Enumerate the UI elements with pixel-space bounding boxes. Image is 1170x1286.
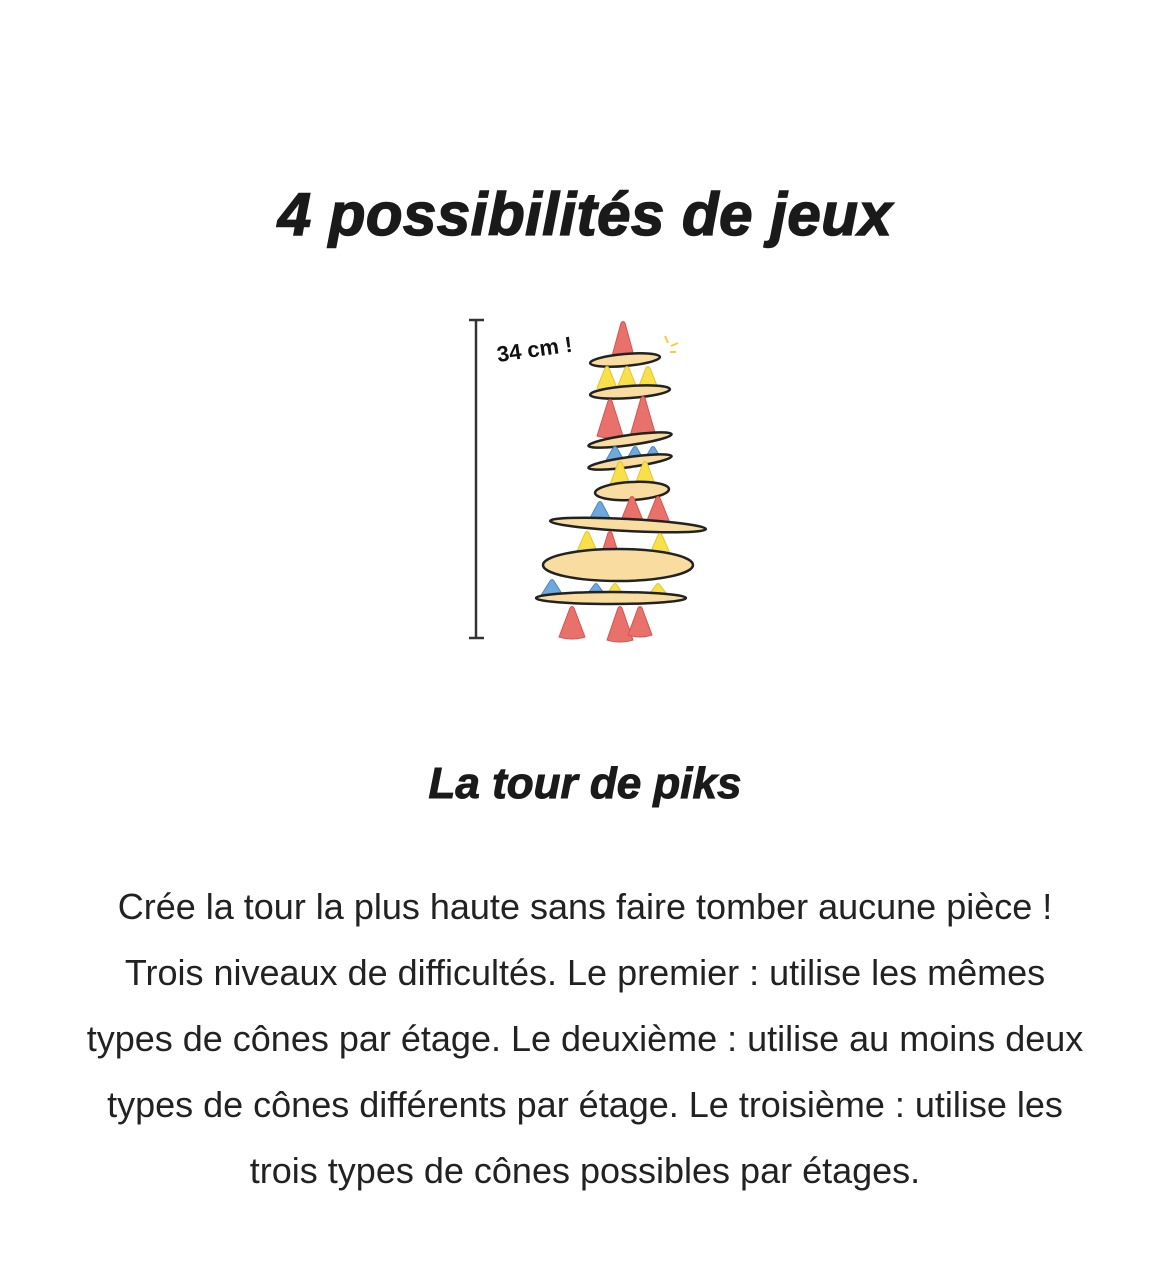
- board: [543, 549, 693, 581]
- red-cone: [607, 607, 633, 643]
- board: [590, 351, 661, 369]
- red-cone: [597, 400, 623, 439]
- game-title: La tour de piks: [428, 758, 742, 808]
- board: [550, 515, 706, 535]
- game-description: Crée la tour la plus haute sans faire tomber aucune pièce ! Trois niveaux de difficultés. Le premier : utilise les mêmes types de cônes par étage. Le deuxième : utilise au moins deux types de cônes différents par étage. Le troisième : utilise les trois types de cônes possibles par étages.: [86, 886, 1084, 1191]
- height-scale-bar: [469, 320, 484, 638]
- red-cone: [628, 607, 652, 638]
- section-title: 4 possibilités de jeux: [277, 181, 893, 249]
- sparkle-icon: [665, 336, 678, 352]
- board: [536, 592, 686, 604]
- tower-illustration: [460, 310, 720, 650]
- height-label: 34 cm !: [495, 331, 574, 367]
- red-cone: [559, 607, 585, 640]
